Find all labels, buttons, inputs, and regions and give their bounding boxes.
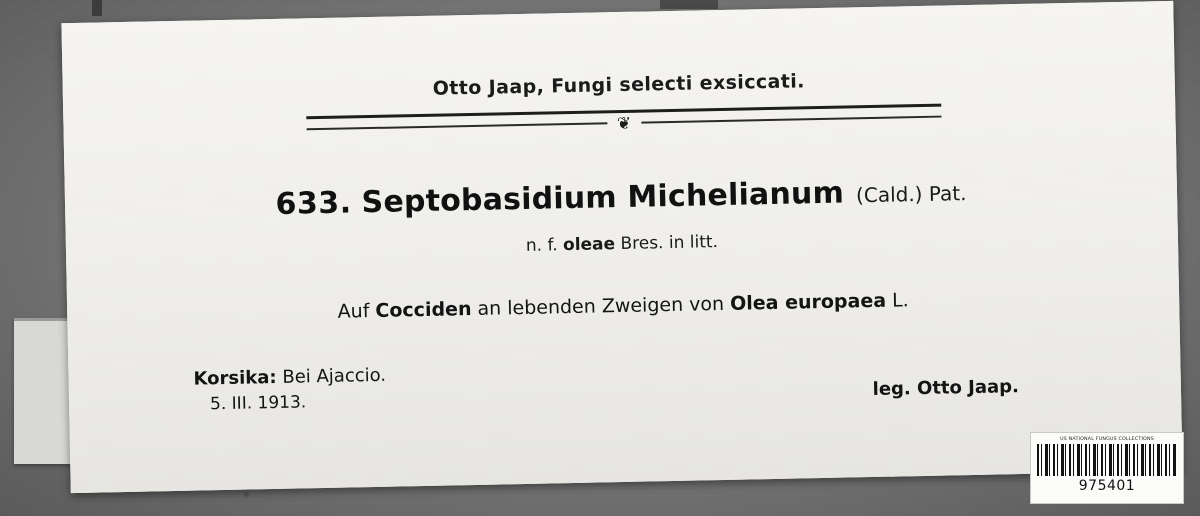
barcode-bars-icon xyxy=(1037,444,1177,476)
host-plant: Olea europaea xyxy=(729,289,887,315)
ornament-icon: ❦ xyxy=(607,116,642,134)
collector-line: leg. Otto Jaap. xyxy=(872,376,1020,400)
form-suffix: Bres. in litt. xyxy=(620,232,719,255)
species-name: Septobasidium Michelianum xyxy=(361,175,845,221)
barcode-label xyxy=(1030,432,1184,504)
host-middle: an lebenden Zweigen von xyxy=(477,292,725,320)
barcode-number: 975401 xyxy=(1078,478,1136,494)
barcode-caption: US NATIONAL FUNGUS COLLECTIONS xyxy=(1060,436,1154,442)
host-prefix: Auf xyxy=(337,300,370,323)
background-edge-sliver-left xyxy=(92,0,102,16)
exsiccata-series-title: Otto Jaap, Fungi selecti exsiccati. xyxy=(432,70,805,100)
collection-date: 5. III. 1913. xyxy=(209,392,307,415)
background-edge-sliver-top xyxy=(660,0,718,9)
locality-place: Bei Ajaccio. xyxy=(282,364,387,388)
herbarium-label-card xyxy=(61,1,1182,493)
background-speck xyxy=(244,492,249,497)
specimen-number: 633. xyxy=(275,185,352,222)
species-authority: (Cald.) Pat. xyxy=(855,181,967,208)
collection-locality xyxy=(193,362,387,418)
locality-region: Korsika: xyxy=(193,366,277,390)
host-plant-authority: L. xyxy=(891,289,909,312)
form-name: oleae xyxy=(562,234,616,256)
host-organism: Cocciden xyxy=(375,298,472,322)
form-prefix: n. f. xyxy=(525,235,558,256)
